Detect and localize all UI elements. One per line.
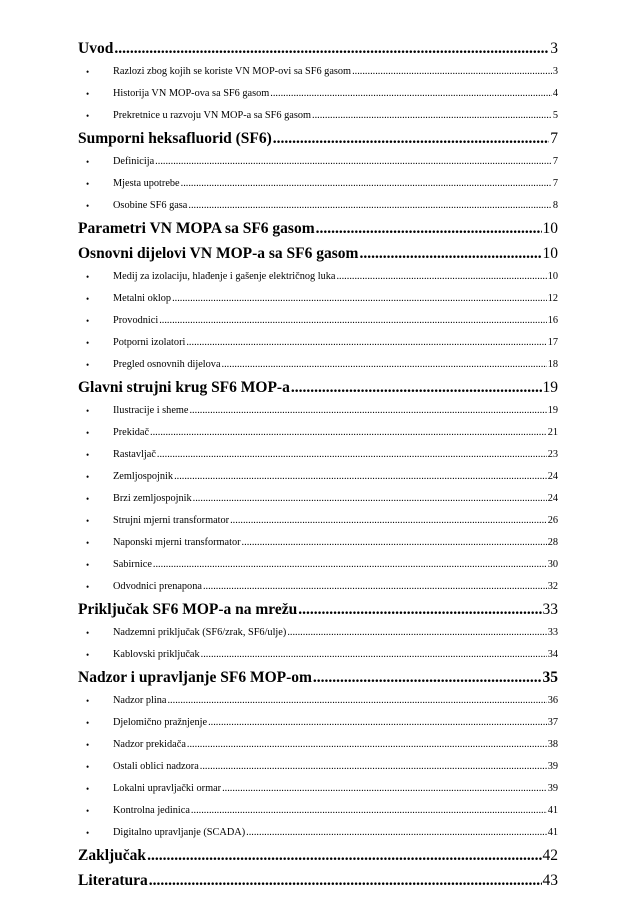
toc-subsection-title: Prekidač	[113, 426, 150, 438]
toc-page-number: 42	[542, 847, 558, 865]
toc-leader-dots	[147, 844, 541, 868]
toc-page-number: 35	[542, 669, 558, 687]
toc-subsection-title: Strujni mjerni transformator	[113, 514, 230, 526]
toc-section-title: Parametri VN MOPA sa SF6 gasom	[78, 220, 315, 238]
bullet-icon: •	[86, 762, 90, 773]
bullet-icon: •	[86, 696, 90, 707]
bullet-icon: •	[86, 405, 90, 416]
toc-entry-subsection[interactable]	[78, 622, 558, 644]
toc-entry-subsection[interactable]	[78, 800, 558, 822]
toc-section-title: Sumporni heksafluorid (SF6)	[78, 130, 272, 148]
toc-entry-section[interactable]	[78, 242, 558, 266]
toc-page-number: 7	[552, 156, 558, 168]
toc-leader-dots	[114, 37, 549, 61]
toc-page-number: 30	[547, 558, 558, 570]
bullet-icon: •	[86, 806, 90, 817]
toc-subsection-title: Definicija	[113, 156, 155, 168]
toc-page-number: 41	[547, 827, 558, 839]
toc-subsection-title: Potporni izolatori	[113, 336, 186, 348]
toc-subsection-title: Metalni oklop	[113, 292, 172, 304]
toc-leader-dots	[188, 195, 551, 217]
bullet-icon: •	[86, 67, 90, 78]
toc-subsection-title: Digitalno upravljanje (SCADA)	[113, 827, 246, 839]
toc-subsection-title: Pregled osnovnih dijelova	[113, 358, 221, 370]
toc-page-number: 33	[542, 600, 558, 618]
toc-leader-dots	[201, 644, 547, 666]
toc-entry-subsection[interactable]	[78, 354, 558, 376]
toc-leader-dots	[193, 488, 547, 510]
bullet-icon: •	[86, 337, 90, 348]
toc-entry-section[interactable]	[78, 666, 558, 690]
toc-page-number: 10	[542, 220, 558, 238]
bullet-icon: •	[86, 359, 90, 370]
toc-leader-dots	[222, 778, 547, 800]
bullet-icon: •	[86, 315, 90, 326]
toc-page-number: 16	[547, 314, 558, 326]
toc-entry-subsection[interactable]	[78, 466, 558, 488]
toc-subsection-title: Sabirnice	[113, 558, 152, 570]
toc-entry-subsection[interactable]	[78, 195, 558, 217]
toc-leader-dots	[312, 105, 552, 127]
toc-leader-dots	[222, 354, 547, 376]
toc-entry-subsection[interactable]	[78, 151, 558, 173]
toc-entry-subsection[interactable]	[78, 266, 558, 288]
toc-entry-subsection[interactable]	[78, 734, 558, 756]
bullet-icon: •	[86, 828, 90, 839]
toc-leader-dots	[291, 376, 542, 400]
toc-leader-dots	[313, 666, 542, 690]
toc-page-number: 24	[547, 470, 558, 482]
toc-subsection-title: Nadzor prekidača	[113, 739, 186, 751]
toc-page-number: 3	[550, 40, 558, 57]
bullet-icon: •	[86, 581, 90, 592]
toc-subsection-title: Nadzemni priključak (SF6/zrak, SF6/ulje)	[113, 627, 287, 639]
toc-leader-dots	[359, 242, 541, 266]
toc-subsection-title: Ostali oblici nadzora	[113, 761, 199, 773]
toc-entry-subsection[interactable]	[78, 444, 558, 466]
toc-subsection-title: Historija VN MOP-ova sa SF6 gasom	[113, 88, 270, 100]
toc-entry-subsection[interactable]	[78, 288, 558, 310]
toc-leader-dots	[208, 712, 547, 734]
bullet-icon: •	[86, 471, 90, 482]
toc-entry-subsection[interactable]	[78, 690, 558, 712]
bullet-icon: •	[86, 537, 90, 548]
toc-leader-dots	[155, 151, 552, 173]
toc-leader-dots	[200, 756, 547, 778]
toc-leader-dots	[270, 83, 552, 105]
toc-leader-dots	[287, 622, 546, 644]
toc-page-number: 10	[542, 244, 558, 262]
toc-subsection-title: Medij za izolaciju, hlađenje i gašenje električnog luka	[113, 270, 336, 282]
toc-entry-section[interactable]	[78, 217, 558, 241]
toc-page-number: 28	[547, 536, 558, 548]
toc-subsection-title: Razlozi zbog kojih se koriste VN MOP-ovi sa SF6 gasom	[113, 66, 352, 78]
bullet-icon: •	[86, 559, 90, 570]
toc-page-number: 41	[547, 805, 558, 817]
toc-leader-dots	[181, 173, 552, 195]
toc-entry-subsection[interactable]	[78, 83, 558, 105]
bullet-icon: •	[86, 740, 90, 751]
bullet-icon: •	[86, 493, 90, 504]
toc-section-title: Nadzor i upravljanje SF6 MOP-om	[78, 669, 312, 687]
toc-entry-subsection[interactable]	[78, 488, 558, 510]
toc-page-number: 39	[547, 761, 558, 773]
toc-page-number: 24	[547, 492, 558, 504]
toc-entry-section[interactable]	[78, 376, 558, 400]
toc-leader-dots	[167, 690, 546, 712]
toc-leader-dots	[174, 466, 547, 488]
toc-page-number: 10	[547, 270, 558, 282]
toc-leader-dots	[242, 532, 547, 554]
bullet-icon: •	[86, 179, 90, 190]
bullet-icon: •	[86, 515, 90, 526]
toc-entry-subsection[interactable]	[78, 422, 558, 444]
toc-leader-dots	[336, 266, 546, 288]
toc-page-number: 4	[552, 88, 558, 100]
toc-section-title: Literatura	[78, 871, 148, 889]
toc-page-number: 17	[547, 336, 558, 348]
toc-page-number: 7	[550, 130, 558, 148]
toc-entry-subsection[interactable]	[78, 822, 558, 844]
toc-page-number: 43	[542, 871, 558, 889]
bullet-icon: •	[86, 293, 90, 304]
toc-leader-dots	[352, 61, 552, 83]
toc-page-number: 32	[547, 580, 558, 592]
toc-page-number: 38	[547, 739, 558, 751]
toc-page-number: 23	[547, 448, 558, 460]
toc-page-number: 19	[547, 404, 558, 416]
toc-leader-dots	[150, 422, 547, 444]
bullet-icon: •	[86, 628, 90, 639]
toc-page-number: 37	[547, 717, 558, 729]
toc-leader-dots	[186, 332, 546, 354]
bullet-icon: •	[86, 650, 90, 661]
toc-entry-subsection[interactable]	[78, 310, 558, 332]
toc-section-title: Priključak SF6 MOP-a na mrežu	[78, 600, 298, 618]
toc-entry-subsection[interactable]	[78, 712, 558, 734]
toc-leader-dots	[230, 510, 547, 532]
toc-leader-dots	[157, 444, 547, 466]
toc-leader-dots	[298, 598, 541, 622]
toc-entry-subsection[interactable]	[78, 778, 558, 800]
toc-subsection-title: Brzi zemljospojnik	[113, 492, 192, 504]
toc-entry-subsection[interactable]	[78, 756, 558, 778]
toc-page-number: 5	[552, 110, 558, 122]
toc-page-number: 18	[547, 358, 558, 370]
toc-leader-dots	[159, 310, 547, 332]
toc-entry-subsection[interactable]	[78, 400, 558, 422]
bullet-icon: •	[86, 718, 90, 729]
toc-leader-dots	[246, 822, 547, 844]
table-of-contents	[78, 37, 558, 893]
bullet-icon: •	[86, 271, 90, 282]
toc-leader-dots	[203, 576, 547, 598]
toc-leader-dots	[273, 127, 549, 151]
toc-section-title: Zaključak	[78, 847, 147, 865]
toc-subsection-title: Provodnici	[113, 314, 159, 326]
toc-page-number: 12	[547, 292, 558, 304]
toc-subsection-title: Osobine SF6 gasa	[113, 200, 188, 212]
toc-page-number: 21	[547, 426, 558, 438]
toc-section-title: Glavni strujni krug SF6 MOP-a	[78, 378, 290, 396]
toc-entry-section[interactable]	[78, 844, 558, 868]
toc-entry-section[interactable]	[78, 37, 558, 61]
toc-section-title: Uvod	[78, 40, 114, 57]
toc-entry-subsection[interactable]	[78, 576, 558, 598]
toc-page-number: 19	[542, 378, 558, 396]
toc-page-number: 26	[547, 514, 558, 526]
toc-leader-dots	[153, 554, 547, 576]
bullet-icon: •	[86, 784, 90, 795]
toc-page-number: 8	[552, 200, 558, 212]
toc-page-number: 3	[552, 66, 558, 78]
toc-leader-dots	[149, 869, 542, 893]
toc-subsection-title: Nadzor plina	[113, 695, 167, 707]
toc-subsection-title: Naponski mjerni transformator	[113, 536, 241, 548]
toc-subsection-title: Odvodnici prenapona	[113, 580, 202, 592]
toc-subsection-title: Djelomično pražnjenje	[113, 717, 208, 729]
toc-entry-subsection[interactable]	[78, 532, 558, 554]
toc-entry-subsection[interactable]	[78, 105, 558, 127]
toc-leader-dots	[191, 800, 547, 822]
toc-entry-section[interactable]	[78, 598, 558, 622]
toc-leader-dots	[189, 400, 546, 422]
toc-subsection-title: Ilustracije i sheme	[113, 404, 189, 416]
bullet-icon: •	[86, 449, 90, 460]
toc-page-number: 39	[547, 783, 558, 795]
bullet-icon: •	[86, 157, 90, 168]
toc-subsection-title: Rastavljač	[113, 448, 156, 460]
toc-subsection-title: Prekretnice u razvoju VN MOP-a sa SF6 gasom	[113, 110, 311, 122]
bullet-icon: •	[86, 201, 90, 212]
toc-page-number: 7	[552, 178, 558, 190]
toc-subsection-title: Mjesta upotrebe	[113, 178, 180, 190]
toc-leader-dots	[316, 217, 542, 241]
toc-entry-subsection[interactable]	[78, 554, 558, 576]
bullet-icon: •	[86, 111, 90, 122]
bullet-icon: •	[86, 89, 90, 100]
toc-page-number: 34	[547, 649, 558, 661]
toc-entry-subsection[interactable]	[78, 644, 558, 666]
toc-page-number: 33	[547, 627, 558, 639]
toc-section-title: Osnovni dijelovi VN MOP-a sa SF6 gasom	[78, 244, 359, 262]
toc-entry-section[interactable]	[78, 869, 558, 893]
toc-entry-subsection[interactable]	[78, 61, 558, 83]
toc-leader-dots	[187, 734, 547, 756]
toc-entry-subsection[interactable]	[78, 510, 558, 532]
toc-entry-subsection[interactable]	[78, 173, 558, 195]
toc-entry-subsection[interactable]	[78, 332, 558, 354]
bullet-icon: •	[86, 427, 90, 438]
toc-subsection-title: Zemljospojnik	[113, 470, 174, 482]
toc-subsection-title: Kontrolna jedinica	[113, 805, 190, 817]
toc-page-number: 36	[547, 695, 558, 707]
toc-entry-section[interactable]	[78, 127, 558, 151]
toc-subsection-title: Kablovski priključak	[113, 649, 200, 661]
toc-leader-dots	[172, 288, 547, 310]
toc-subsection-title: Lokalni upravljački ormar	[113, 783, 222, 795]
